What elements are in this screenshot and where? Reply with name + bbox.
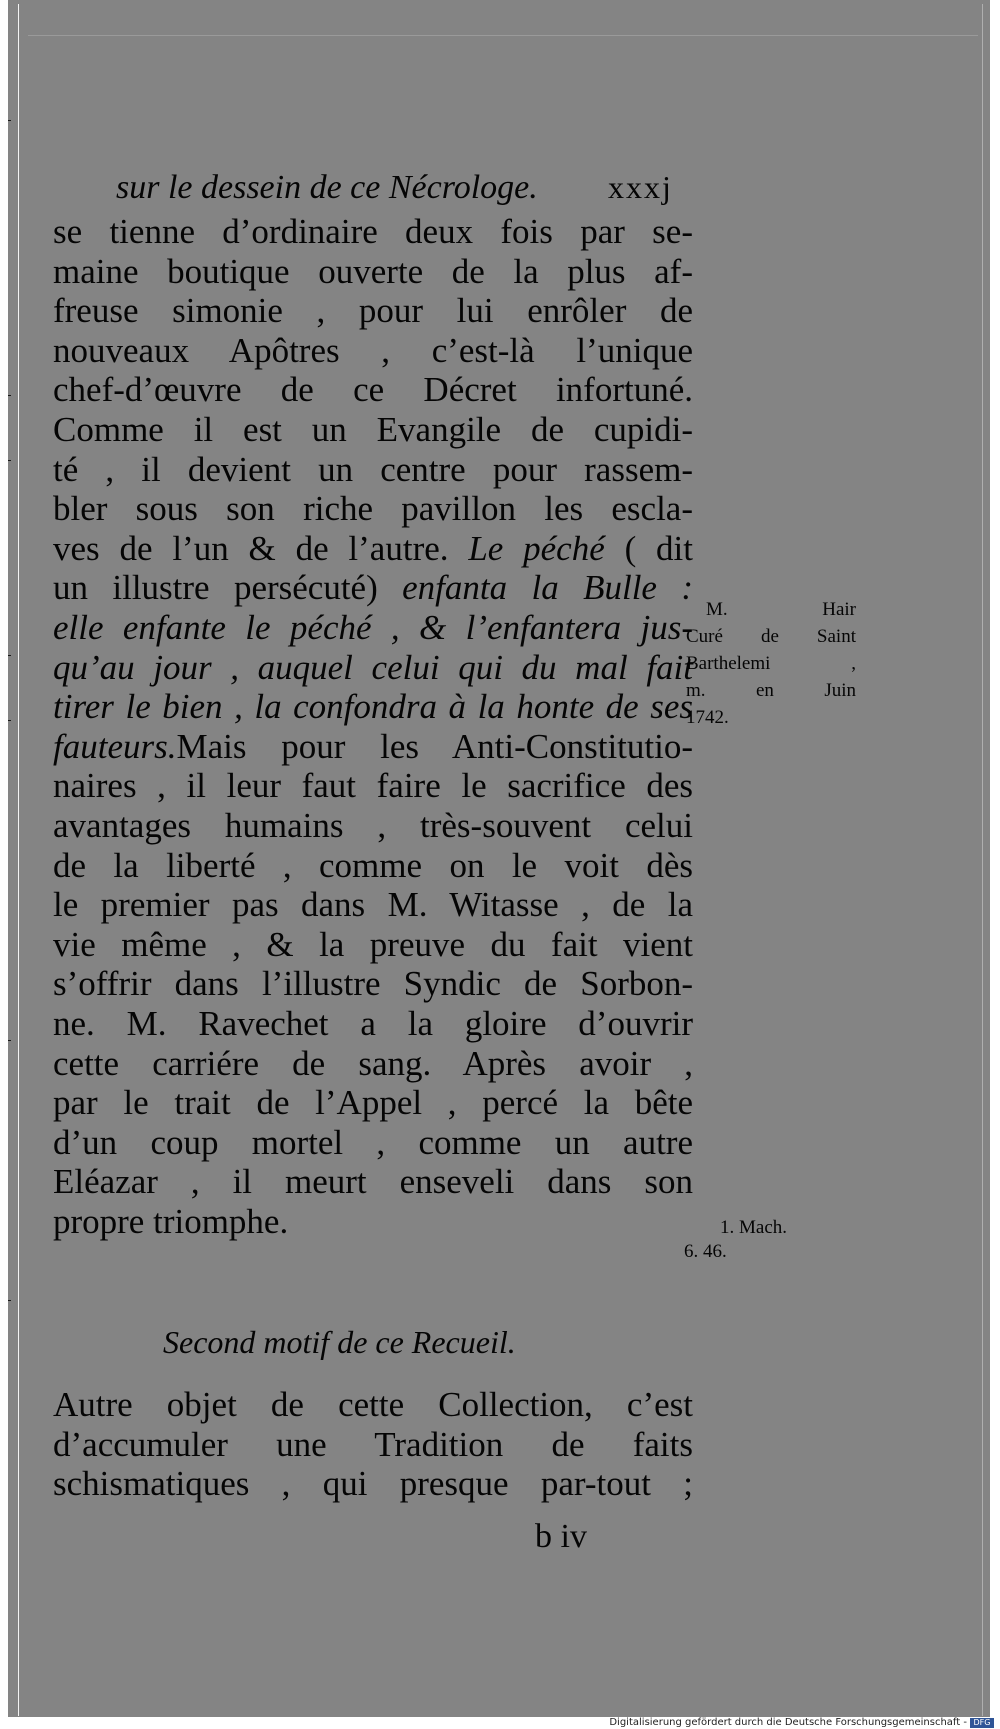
bleed-mark xyxy=(8,1300,11,1301)
page-right-edge xyxy=(982,4,983,1716)
text-line xyxy=(53,1082,693,1124)
text-line xyxy=(53,290,693,332)
italic-text: enfanta la Bulle : xyxy=(402,568,693,608)
text-line xyxy=(53,686,693,728)
roman-text: Mais pour les Anti-Constitutio- xyxy=(176,726,693,766)
margin-note-machabees xyxy=(684,1216,856,1264)
roman-text: nouveaux Apôtres , c’est-là l’unique xyxy=(53,330,693,370)
text-line xyxy=(53,1384,693,1426)
running-title: sur le dessein de ce Nécrologe. xyxy=(116,169,538,206)
text-line xyxy=(53,409,693,451)
text-line xyxy=(53,449,693,491)
text-line xyxy=(53,884,693,926)
bleed-mark xyxy=(8,460,11,461)
italic-text: fauteurs. xyxy=(53,726,177,766)
roman-text: d’accumuler une Tradition de faits xyxy=(53,1424,693,1464)
text-line xyxy=(53,1463,693,1505)
roman-text: d’un coup mortel , comme un autre xyxy=(53,1122,693,1162)
italic-text: qu’au jour , auquel celui qui du mal fait xyxy=(53,647,693,687)
bleed-mark xyxy=(8,395,11,396)
bleed-mark xyxy=(8,120,11,121)
roman-text: un illustre persécuté) xyxy=(53,568,403,608)
roman-text: ne. M. Ravechet a la gloire d’ouvrir xyxy=(53,1004,693,1043)
margin-note-line: 6. 46. xyxy=(684,1241,727,1262)
italic-text: Le péché xyxy=(468,528,605,568)
margin-note-line: 1. Mach. xyxy=(720,1217,788,1238)
italic-text: elle enfante le péché , & l’enfantera jus- xyxy=(53,608,693,647)
text-line xyxy=(53,963,693,1005)
bleed-mark xyxy=(8,655,11,656)
roman-text: bler sous son riche pavillon les escla- xyxy=(53,489,693,529)
roman-text: propre triomphe. xyxy=(53,1202,289,1241)
page-left-edge xyxy=(18,4,19,1716)
text-line xyxy=(53,924,693,966)
roman-text: vie même , & la preuve du fait vient xyxy=(53,924,693,964)
text-line xyxy=(53,765,693,807)
roman-text: Eléazar , il meurt enseveli dans son xyxy=(53,1162,693,1202)
text-line xyxy=(53,1122,693,1164)
scanned-page xyxy=(8,0,990,1717)
text-line xyxy=(53,1003,693,1045)
text-line xyxy=(53,1043,693,1085)
roman-text: schismatiques , qui presque par-tout ; xyxy=(53,1464,693,1503)
roman-text: s’offrir dans l’illustre Syndic de Sorbon- xyxy=(53,964,693,1004)
bleed-mark xyxy=(8,720,11,721)
roman-text: le premier pas dans M. Witasse , de la xyxy=(53,885,693,925)
roman-text: ves de l’un & de l’autre. xyxy=(53,528,469,568)
text-line xyxy=(53,211,693,253)
text-line xyxy=(53,369,693,411)
italic-text: tirer le bien , la confondra à la honte de ses xyxy=(53,687,693,727)
margin-note-line: m. en Juin xyxy=(686,680,856,701)
dfg-logo: DFG xyxy=(970,1718,994,1728)
section-heading: Second motif de ce Recueil. xyxy=(163,1324,516,1360)
roman-text: cette carriére de sang. Après avoir , xyxy=(53,1043,693,1083)
text-line xyxy=(53,805,693,847)
roman-text: avantages humains , très-souvent celui xyxy=(53,806,693,845)
text-line xyxy=(53,607,693,649)
bleed-mark xyxy=(8,1040,11,1041)
roman-text: se tienne d’ordinaire deux fois par se- xyxy=(53,212,693,251)
text-line xyxy=(53,488,693,530)
text-line xyxy=(53,726,693,768)
roman-text: Comme il est un Evangile de cupidi- xyxy=(53,410,693,449)
page-number: xxxj xyxy=(608,169,673,205)
text-line xyxy=(53,251,693,293)
roman-text: naires , il leur faut faire le sacrifice des xyxy=(53,766,693,806)
roman-text: maine boutique ouverte de la plus af- xyxy=(53,251,693,291)
text-line xyxy=(53,567,693,609)
page-top-rule xyxy=(28,35,978,36)
roman-text: freuse simonie , pour lui enrôler de xyxy=(53,291,693,331)
roman-text: de la liberté , comme on le voit dès xyxy=(53,845,693,885)
margin-note-line: 1742. xyxy=(686,707,729,728)
digitization-credit: Digitalisierung gefördert durch die Deutsche Forschungsgemeinschaft - xyxy=(609,1717,967,1728)
text-line xyxy=(53,1161,693,1203)
text-line xyxy=(53,845,693,887)
margin-note-line: Barthelemi , xyxy=(686,653,856,674)
roman-text: Autre objet de cette Collection, c’est xyxy=(53,1385,693,1424)
text-line xyxy=(53,1201,693,1243)
margin-note-line: Curé de Saint xyxy=(686,626,856,647)
roman-text: ( dit xyxy=(604,528,694,568)
roman-text: chef-d’œuvre de ce Décret infortuné. xyxy=(53,370,693,410)
signature-mark: b iv xyxy=(535,1518,587,1555)
margin-note-hair xyxy=(686,596,856,731)
text-line xyxy=(53,528,693,570)
roman-text: par le trait de l’Appel , percé la bête xyxy=(53,1083,693,1123)
text-line xyxy=(53,1424,693,1466)
margin-note-line: M. Hair xyxy=(706,599,856,620)
text-line xyxy=(53,647,693,689)
roman-text: té , il devient un centre pour rassem- xyxy=(53,449,693,489)
text-line xyxy=(53,330,693,372)
